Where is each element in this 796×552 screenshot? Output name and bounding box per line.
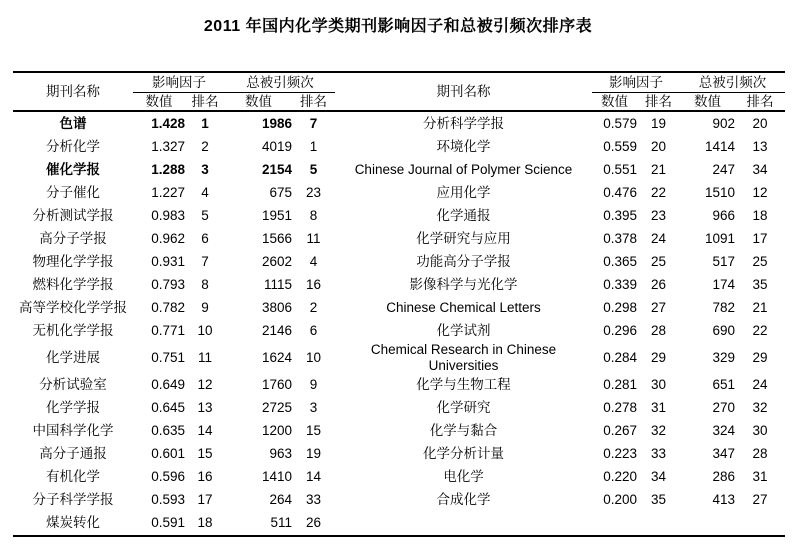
right-citations-value-cell: 966 bbox=[712, 207, 735, 223]
left-citations-value-cell: 3806 bbox=[261, 299, 292, 315]
right-journal-name-cell: 应用化学 bbox=[436, 184, 491, 200]
table-row bbox=[13, 397, 785, 420]
left-impact-factor-rank-cell: 3 bbox=[201, 161, 209, 177]
right-citations-value-cell: 286 bbox=[712, 469, 735, 485]
left-citations-rank-cell: 3 bbox=[309, 400, 318, 416]
right-citations-value-cell: 690 bbox=[712, 322, 735, 338]
right-impact-factor-rank-cell: 29 bbox=[650, 349, 667, 365]
left-impact-factor-rank-cell: 11 bbox=[197, 349, 212, 365]
right-impact-factor-rank-cell: 32 bbox=[650, 423, 667, 439]
left-citations-rank-cell: 10 bbox=[305, 349, 322, 365]
right-citations-value-cell: 1510 bbox=[704, 184, 735, 200]
right-citations-rank-cell bbox=[735, 512, 785, 536]
header-cit-rank-right: 排名 bbox=[735, 93, 785, 112]
right-citations-rank-cell: 31 bbox=[752, 469, 768, 485]
left-journal-name-cell: 化学学报 bbox=[46, 400, 100, 416]
right-impact-factor-value-cell: 0.220 bbox=[603, 469, 637, 485]
table-body bbox=[13, 111, 785, 536]
left-impact-factor-value-cell: 0.649 bbox=[151, 377, 185, 393]
right-citations-rank-cell: 30 bbox=[752, 423, 768, 439]
right-citations-rank-cell: 21 bbox=[752, 299, 768, 315]
right-journal-name-cell bbox=[335, 512, 592, 536]
right-impact-factor-value-cell: 0.339 bbox=[603, 276, 637, 292]
left-impact-factor-rank-cell: 9 bbox=[201, 299, 209, 315]
left-journal-name-cell: 中国科学化学 bbox=[32, 423, 114, 439]
left-impact-factor-rank-cell: 6 bbox=[201, 230, 209, 246]
table-row bbox=[13, 111, 785, 135]
right-impact-factor-rank-cell: 31 bbox=[650, 400, 667, 416]
right-journal-name-cell: 电化学 bbox=[443, 469, 484, 485]
table-row bbox=[13, 296, 785, 319]
left-impact-factor-rank-cell: 13 bbox=[197, 400, 213, 416]
header-cit-value-right: 数值 bbox=[680, 93, 735, 112]
table-row bbox=[13, 135, 785, 158]
right-citations-value-cell: 347 bbox=[712, 446, 735, 462]
left-citations-value-cell: 1200 bbox=[261, 423, 292, 439]
right-impact-factor-value-cell: 0.476 bbox=[603, 184, 637, 200]
left-citations-rank-cell: 26 bbox=[305, 515, 322, 531]
left-impact-factor-rank-cell: 18 bbox=[197, 515, 213, 531]
right-citations-value-cell: 413 bbox=[712, 492, 735, 508]
right-citations-rank-cell: 34 bbox=[752, 161, 768, 177]
left-journal-name-cell: 物理化学学报 bbox=[32, 253, 114, 269]
table-row bbox=[13, 466, 785, 489]
journal-ranking-table bbox=[13, 71, 785, 537]
left-citations-value-cell: 1986 bbox=[261, 115, 292, 131]
right-journal-name-cell: 化学试剂 bbox=[436, 322, 491, 338]
right-citations-value-cell: 651 bbox=[712, 377, 735, 393]
right-citations-value-cell: 1091 bbox=[704, 230, 735, 246]
right-impact-factor-rank-cell: 26 bbox=[650, 276, 667, 292]
left-impact-factor-rank-cell: 10 bbox=[197, 322, 213, 338]
table-row bbox=[13, 443, 785, 466]
left-journal-name-cell: 分子催化 bbox=[46, 184, 100, 200]
right-impact-factor-value-cell: 0.200 bbox=[603, 492, 637, 508]
right-impact-factor-value-cell: 0.284 bbox=[603, 349, 637, 365]
header-cit-rank-left: 排名 bbox=[292, 93, 335, 112]
left-citations-rank-cell: 33 bbox=[305, 492, 322, 508]
right-citations-rank-cell: 12 bbox=[752, 184, 768, 200]
left-journal-name-cell: 无机化学学报 bbox=[32, 322, 114, 338]
right-impact-factor-rank-cell: 21 bbox=[650, 161, 667, 177]
header-journal-name-left: 期刊名称 bbox=[13, 72, 133, 111]
header-if-rank-right: 排名 bbox=[637, 93, 680, 112]
table-row bbox=[13, 374, 785, 397]
right-impact-factor-rank-cell: 22 bbox=[650, 184, 667, 200]
left-citations-rank-cell: 6 bbox=[309, 322, 318, 338]
left-citations-value-cell: 2602 bbox=[261, 253, 292, 269]
left-citations-value-cell: 1951 bbox=[261, 207, 292, 223]
right-journal-name-cell: 环境化学 bbox=[436, 138, 491, 154]
right-impact-factor-value-cell: 0.378 bbox=[603, 230, 637, 246]
right-journal-name-cell: 影像科学与光化学 bbox=[409, 276, 518, 292]
right-impact-factor-value-cell bbox=[592, 512, 637, 536]
table-row bbox=[13, 342, 785, 374]
table-row bbox=[13, 227, 785, 250]
left-citations-value-cell: 1760 bbox=[261, 377, 292, 393]
header-total-citations-right: 总被引频次 bbox=[680, 72, 785, 93]
left-journal-name-cell: 分子科学学报 bbox=[32, 492, 114, 508]
right-impact-factor-value-cell: 0.559 bbox=[603, 138, 637, 154]
left-impact-factor-value-cell: 1.327 bbox=[151, 138, 185, 154]
right-citations-value-cell: 247 bbox=[712, 161, 735, 177]
header-impact-factor-right: 影响因子 bbox=[592, 72, 680, 93]
left-citations-value-cell: 1410 bbox=[261, 469, 292, 485]
right-impact-factor-rank-cell: 27 bbox=[650, 299, 667, 315]
right-citations-rank-cell: 32 bbox=[752, 400, 768, 416]
right-citations-rank-cell: 13 bbox=[752, 138, 768, 154]
header-total-citations-left: 总被引频次 bbox=[225, 72, 335, 93]
right-citations-value-cell: 329 bbox=[712, 349, 735, 365]
left-citations-rank-cell: 1 bbox=[309, 138, 318, 154]
header-if-value-right: 数值 bbox=[592, 93, 637, 112]
left-impact-factor-rank-cell: 17 bbox=[197, 492, 213, 508]
left-journal-name-cell: 色谱 bbox=[59, 115, 87, 131]
table-row bbox=[13, 489, 785, 512]
right-journal-name-cell: 化学与黏合 bbox=[429, 423, 498, 439]
left-impact-factor-rank-cell: 7 bbox=[201, 253, 209, 269]
left-impact-factor-value-cell: 0.751 bbox=[151, 349, 185, 365]
right-impact-factor-rank-cell: 19 bbox=[650, 115, 667, 131]
left-impact-factor-value-cell: 0.601 bbox=[151, 446, 185, 462]
left-journal-name-cell: 高等学校化学学报 bbox=[19, 299, 127, 315]
table-header bbox=[13, 72, 785, 111]
left-impact-factor-value-cell: 1.227 bbox=[151, 184, 185, 200]
left-impact-factor-rank-cell: 15 bbox=[197, 446, 213, 462]
right-journal-name-cell: 化学与生物工程 bbox=[416, 377, 511, 393]
table-row bbox=[13, 273, 785, 296]
right-citations-rank-cell: 27 bbox=[752, 492, 768, 508]
left-citations-rank-cell: 7 bbox=[309, 115, 318, 131]
right-impact-factor-rank-cell: 33 bbox=[650, 446, 667, 462]
right-impact-factor-value-cell: 0.579 bbox=[603, 115, 637, 131]
right-impact-factor-rank-cell: 28 bbox=[650, 322, 667, 338]
left-citations-value-cell: 1624 bbox=[261, 349, 292, 365]
left-impact-factor-value-cell: 0.596 bbox=[151, 469, 185, 485]
right-citations-value-cell: 902 bbox=[712, 115, 735, 131]
left-impact-factor-value-cell: 1.428 bbox=[151, 115, 185, 131]
right-citations-value-cell: 782 bbox=[712, 299, 735, 315]
right-journal-name-cell: 化学通报 bbox=[436, 207, 491, 223]
left-citations-value-cell: 264 bbox=[269, 492, 292, 508]
right-impact-factor-rank-cell: 34 bbox=[650, 469, 667, 485]
left-citations-value-cell: 2154 bbox=[261, 161, 292, 177]
left-impact-factor-value-cell: 0.645 bbox=[151, 400, 185, 416]
left-journal-name-cell: 催化学报 bbox=[46, 161, 100, 177]
right-impact-factor-rank-cell bbox=[637, 512, 680, 536]
right-citations-value-cell: 174 bbox=[712, 276, 735, 292]
right-citations-rank-cell: 18 bbox=[752, 207, 768, 223]
table-row bbox=[13, 204, 785, 227]
left-impact-factor-value-cell: 0.983 bbox=[151, 207, 185, 223]
header-cit-value-left: 数值 bbox=[225, 93, 292, 112]
left-citations-value-cell: 511 bbox=[270, 515, 292, 531]
header-if-value-left: 数值 bbox=[133, 93, 185, 112]
left-citations-rank-cell: 15 bbox=[305, 423, 322, 439]
right-impact-factor-value-cell: 0.298 bbox=[603, 299, 637, 315]
left-impact-factor-rank-cell: 4 bbox=[201, 184, 209, 200]
right-citations-rank-cell: 20 bbox=[752, 115, 768, 131]
right-impact-factor-rank-cell: 25 bbox=[650, 253, 667, 269]
left-impact-factor-rank-cell: 1 bbox=[201, 115, 209, 131]
right-citations-value-cell: 324 bbox=[712, 423, 735, 439]
right-impact-factor-rank-cell: 35 bbox=[650, 492, 667, 508]
header-impact-factor-left: 影响因子 bbox=[133, 72, 225, 93]
right-impact-factor-value-cell: 0.551 bbox=[603, 161, 637, 177]
left-citations-rank-cell: 4 bbox=[309, 253, 318, 269]
left-journal-name-cell: 化学进展 bbox=[46, 349, 100, 365]
right-journal-name-cell: 化学分析计量 bbox=[423, 446, 504, 462]
right-impact-factor-value-cell: 0.395 bbox=[603, 207, 637, 223]
left-impact-factor-rank-cell: 12 bbox=[197, 377, 213, 393]
right-citations-rank-cell: 24 bbox=[752, 377, 768, 393]
right-impact-factor-value-cell: 0.296 bbox=[603, 322, 637, 338]
left-impact-factor-value-cell: 0.635 bbox=[151, 423, 185, 439]
left-citations-rank-cell: 19 bbox=[305, 446, 322, 462]
right-citations-value-cell: 270 bbox=[712, 400, 735, 416]
right-journal-name-cell: 分析科学学报 bbox=[423, 115, 504, 131]
page-title: 2011 年国内化学类期刊影响因子和总被引频次排序表 bbox=[203, 18, 593, 35]
right-journal-name-cell: Chinese Journal of Polymer Science bbox=[354, 161, 573, 177]
left-impact-factor-value-cell: 1.288 bbox=[151, 161, 185, 177]
left-citations-value-cell: 1566 bbox=[261, 230, 292, 246]
left-impact-factor-value-cell: 0.793 bbox=[151, 276, 185, 292]
right-citations-rank-cell: 22 bbox=[752, 322, 768, 338]
right-impact-factor-rank-cell: 20 bbox=[650, 138, 667, 154]
left-citations-rank-cell: 16 bbox=[305, 276, 322, 292]
left-citations-value-cell: 4019 bbox=[261, 138, 292, 154]
left-journal-name-cell: 高分子通报 bbox=[39, 446, 107, 462]
right-journal-name-cell: 功能高分子学报 bbox=[416, 253, 511, 269]
left-citations-value-cell: 2146 bbox=[261, 322, 292, 338]
left-journal-name-cell: 高分子学报 bbox=[39, 230, 107, 246]
right-impact-factor-value-cell: 0.223 bbox=[603, 446, 637, 462]
left-citations-rank-cell: 2 bbox=[309, 299, 318, 315]
table-row bbox=[13, 420, 785, 443]
right-journal-name-cell: Chemical Research in Chinese Universities bbox=[370, 342, 557, 373]
right-journal-name-cell: Chinese Chemical Letters bbox=[386, 299, 541, 315]
right-impact-factor-rank-cell: 30 bbox=[650, 377, 667, 393]
header-journal-name-right: 期刊名称 bbox=[335, 72, 592, 111]
left-citations-rank-cell: 14 bbox=[305, 469, 322, 485]
table-row bbox=[13, 158, 785, 181]
left-journal-name-cell: 煤炭转化 bbox=[46, 515, 100, 531]
table-row bbox=[13, 181, 785, 204]
right-impact-factor-rank-cell: 24 bbox=[650, 230, 667, 246]
left-citations-rank-cell: 23 bbox=[305, 184, 322, 200]
table-row bbox=[13, 319, 785, 342]
left-impact-factor-rank-cell: 8 bbox=[201, 276, 209, 292]
right-impact-factor-value-cell: 0.278 bbox=[603, 400, 637, 416]
right-impact-factor-rank-cell: 23 bbox=[650, 207, 667, 223]
left-impact-factor-rank-cell: 16 bbox=[197, 469, 213, 485]
right-journal-name-cell: 化学研究 bbox=[436, 400, 491, 416]
right-citations-value-cell bbox=[680, 512, 735, 536]
left-citations-rank-cell: 9 bbox=[309, 377, 318, 393]
left-citations-value-cell: 675 bbox=[269, 184, 292, 200]
left-citations-value-cell: 2725 bbox=[261, 400, 292, 416]
right-citations-rank-cell: 35 bbox=[752, 276, 768, 292]
left-citations-value-cell: 1115 bbox=[263, 276, 292, 292]
left-journal-name-cell: 分析试验室 bbox=[39, 377, 107, 393]
left-impact-factor-rank-cell: 14 bbox=[197, 423, 213, 439]
table-row bbox=[13, 250, 785, 273]
right-citations-value-cell: 1414 bbox=[704, 138, 735, 154]
right-journal-name-cell: 合成化学 bbox=[436, 492, 491, 508]
left-impact-factor-value-cell: 0.931 bbox=[151, 253, 185, 269]
left-citations-value-cell: 963 bbox=[269, 446, 292, 462]
left-journal-name-cell: 分析化学 bbox=[46, 138, 100, 154]
left-journal-name-cell: 燃料化学学报 bbox=[32, 276, 114, 292]
left-citations-rank-cell: 8 bbox=[309, 207, 318, 223]
right-journal-name-cell: 化学研究与应用 bbox=[416, 230, 511, 246]
right-citations-rank-cell: 17 bbox=[752, 230, 768, 246]
left-journal-name-cell: 分析测试学报 bbox=[32, 207, 114, 223]
table-row bbox=[13, 512, 785, 536]
left-impact-factor-value-cell: 0.593 bbox=[151, 492, 185, 508]
right-impact-factor-value-cell: 0.267 bbox=[603, 423, 637, 439]
right-citations-rank-cell: 29 bbox=[752, 349, 768, 365]
left-citations-rank-cell: 11 bbox=[306, 230, 321, 246]
left-impact-factor-value-cell: 0.591 bbox=[151, 515, 185, 531]
right-citations-rank-cell: 25 bbox=[752, 253, 768, 269]
left-impact-factor-rank-cell: 2 bbox=[201, 138, 209, 154]
header-if-rank-left: 排名 bbox=[185, 93, 225, 112]
left-impact-factor-rank-cell: 5 bbox=[201, 207, 209, 223]
left-impact-factor-value-cell: 0.962 bbox=[151, 230, 185, 246]
right-citations-rank-cell: 28 bbox=[752, 446, 768, 462]
left-citations-rank-cell: 5 bbox=[309, 161, 318, 177]
right-citations-value-cell: 517 bbox=[712, 253, 735, 269]
left-journal-name-cell: 有机化学 bbox=[46, 469, 100, 485]
left-impact-factor-value-cell: 0.782 bbox=[151, 299, 185, 315]
left-impact-factor-value-cell: 0.771 bbox=[151, 322, 185, 338]
right-impact-factor-value-cell: 0.365 bbox=[603, 253, 637, 269]
right-impact-factor-value-cell: 0.281 bbox=[603, 377, 637, 393]
